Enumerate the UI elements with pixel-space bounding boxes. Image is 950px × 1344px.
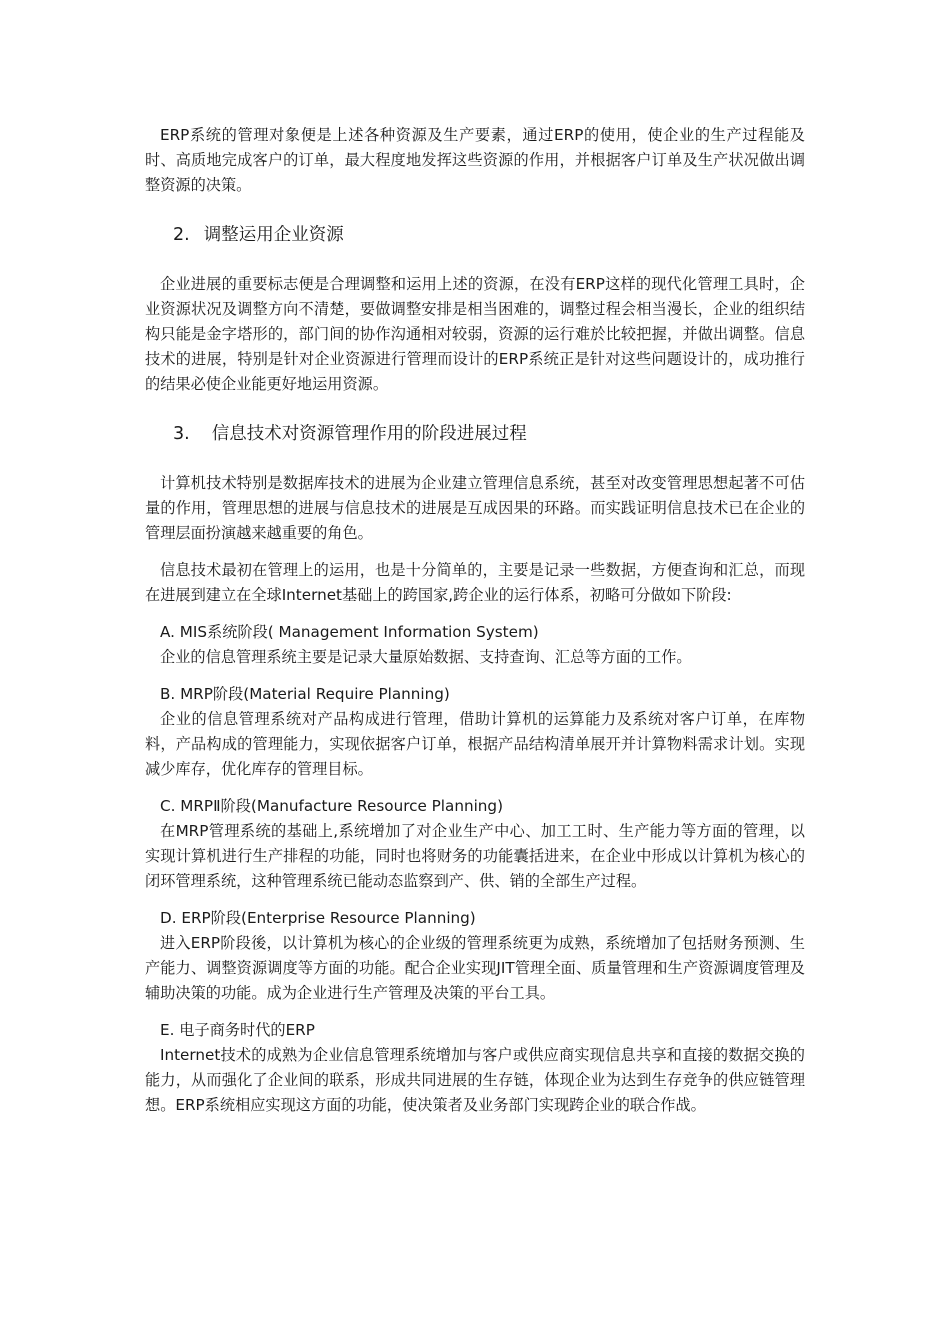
section-3-number: 3. (173, 424, 190, 444)
section-3-title: 信息技术对资源管理作用的阶段进展过程 (211, 424, 527, 444)
section-3-paragraph-1: 计算机技术特别是数据库技术的进展为企业建立管理信息系统，甚至对改变管理思想起著不可估量的作用，管理思想的进展与信息技术的进展是互成因果的环路。而实践证明信息技术已在企业的管理层面扮演越来越重要的角色。 (145, 474, 805, 542)
stage-e-title: E. 电子商务时代的ERP (160, 1021, 315, 1039)
stage-b-body: 企业的信息管理系统对产品构成进行管理，借助计算机的运算能力及系统对客户订单，在库物料，产品构成的管理能力，实现依据客户订单，根据产品结构清单展开并计算物料需求计划。实现减少库存，优化库存的管理目标。 (145, 710, 805, 778)
stage-a-body: 企业的信息管理系统主要是记录大量原始数据、支持查询、汇总等方面的工作。 (160, 648, 692, 666)
section-2-heading (145, 220, 805, 250)
stage-c-body: 在MRP管理系统的基础上,系统增加了对企业生产中心、加工工时、生产能力等方面的管理，以实现计算机进行生产排程的功能，同时也将财务的功能囊括进来，在企业中形成以计算机为核心的闭环管理系统，这种管理系统已能动态监察到产、供、销的全部生产过程。 (145, 822, 805, 890)
section-3-heading (145, 419, 805, 449)
stage-e-body: Internet技术的成熟为企业信息管理系统增加与客户或供应商实现信息共享和直接的数据交换的能力，从而强化了企业间的联系，形成共同进展的生存链，体现企业为达到生存竞争的供应链管理想。ERP系统相应实现这方面的功能，使决策者及业务部门实现跨企业的联合作战。 (145, 1046, 805, 1114)
stage-b-title: B. MRP阶段(Material Require Planning) (160, 685, 450, 703)
section-2-title: 调整运用企业资源 (203, 225, 344, 245)
section-2-number: 2. (173, 225, 190, 245)
stage-d-body: 进入ERP阶段後，以计算机为核心的企业级的管理系统更为成熟，系统增加了包括财务预测、生产能力、调整资源调度等方面的功能。配合企业实现JIT管理全面、质量管理和生产资源调度管理及辅助决策的功能。成为企业进行生产管理及决策的平台工具。 (145, 934, 805, 1002)
stage-c-title: C. MRPⅡ阶段(Manufacture Resource Planning) (160, 797, 504, 815)
intro-paragraph: ERP系统的管理对象便是上述各种资源及生产要素，通过ERP的使用，使企业的生产过程能及时、高质地完成客户的订单，最大程度地发挥这些资源的作用，并根据客户订单及生产状况做出调整资源的决策。 (145, 126, 805, 194)
section-3-paragraph-2: 信息技术最初在管理上的运用，也是十分简单的，主要是记录一些数据，方便查询和汇总，而现在进展到建立在全球Internet基础上的跨国家,跨企业的运行体系，初略可分做如下阶段: (145, 561, 805, 604)
stage-a-title: A. MIS系统阶段( Management Information System) (160, 623, 539, 641)
stage-d-title: D. ERP阶段(Enterprise Resource Planning) (160, 909, 476, 927)
document-page (145, 123, 805, 1130)
section-2-body: 企业进展的重要标志便是合理调整和运用上述的资源，在没有ERP这样的现代化管理工具时，企业资源状况及调整方向不清楚，要做调整安排是相当困难的，调整过程会相当漫长，企业的组织结构只能是金字塔形的，部门间的协作沟通相对较弱，资源的运行难於比较把握，并做出调整。信息技术的进展，特别是针对企业资源进行管理而设计的ERP系统正是针对这些问题设计的，成功推行的结果必使企业能更好地运用资源。 (145, 275, 805, 393)
